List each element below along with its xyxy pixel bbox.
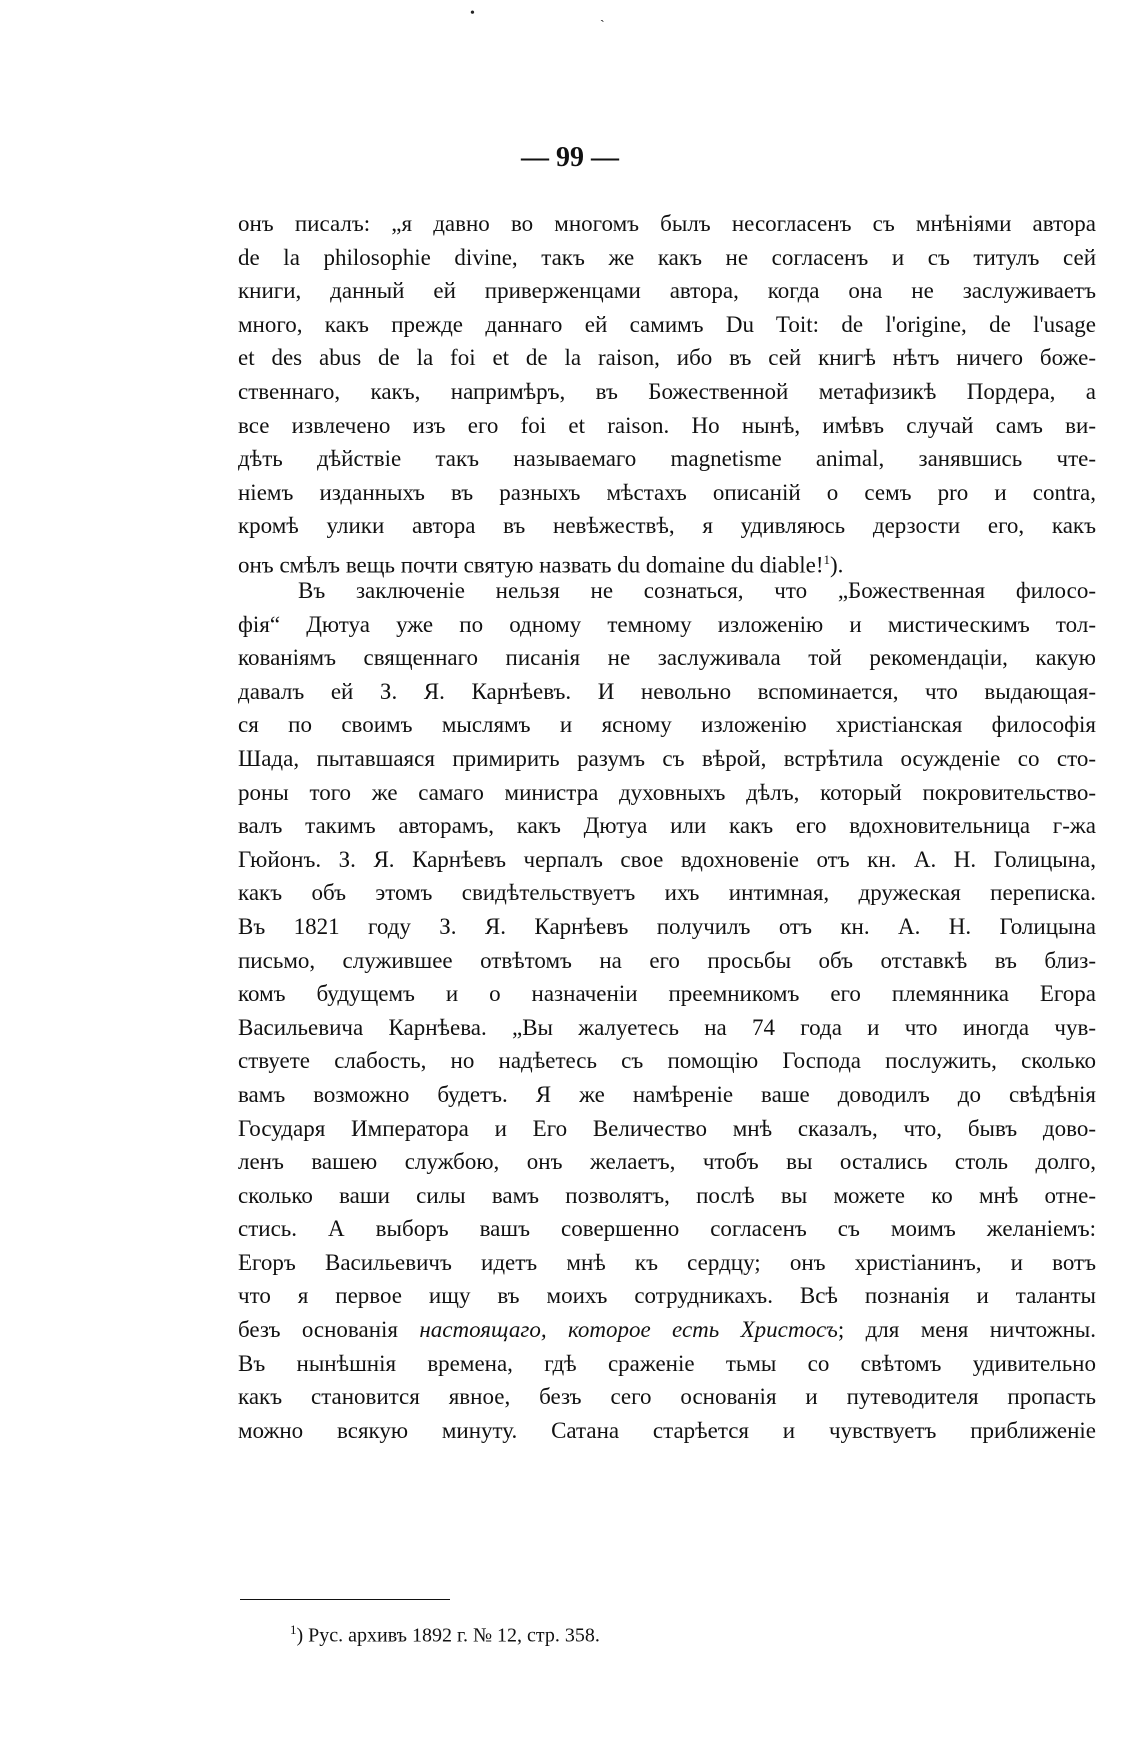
text-segment: безъ основанія — [238, 1317, 420, 1343]
text-line: ленъ вашею службою, онъ желаетъ, чтобъ вы остались столь долго, — [238, 1149, 1096, 1175]
text-line: Въ заключеніе нельзя не сознаться, что „Божественная филосо- — [298, 578, 1096, 603]
text-line: можно всякую минуту. Сатана старѣется и чувствуетъ приближеніе — [238, 1417, 1096, 1443]
text-line: онъ писалъ: „я давно во многомъ былъ несогласенъ съ мнѣніями автора — [238, 211, 1096, 236]
text-line: давалъ ей З. Я. Карнѣевъ. И невольно вспоминается, что выдающая- — [238, 678, 1096, 704]
text-line: Гюйонъ. З. Я. Карнѣевъ черпалъ свое вдохновеніе отъ кн. А. Н. Голицына, — [238, 846, 1096, 872]
footnote — [290, 1622, 600, 1648]
text-line: комъ будущемъ и о назначеніи преемникомъ его племянника Егора — [238, 981, 1096, 1007]
text-line-body: онъ смѣлъ вещь почти святую назвать du domaine du diable! — [238, 552, 824, 578]
text-line-with-italic — [238, 1313, 1096, 1347]
text-line: кромѣ улики автора въ невѣжествѣ, я удивляюсь дерзости его, какъ — [238, 513, 1096, 539]
footnote-text: ) Рус. архивъ 1892 г. № 12, стр. 358. — [296, 1624, 600, 1647]
text-line: какъ объ этомъ свидѣтельствуетъ ихъ интимная, дружеская переписка. — [238, 880, 1096, 906]
paragraph-2 — [238, 574, 1096, 1447]
text-line: книги, данный ей приверженцами автора, когда она не заслуживаетъ — [238, 278, 1096, 304]
text-line: Егоръ Васильевичъ идетъ мнѣ къ сердцу; онъ христіанинъ, и вотъ — [238, 1249, 1096, 1275]
text-line: фія“ Дютуа уже по одному темному изложенію и мистическимъ тол- — [238, 611, 1096, 637]
text-line: все извлечено изъ его foi et raison. Но нынѣ, имѣвъ случай самъ ви- — [238, 412, 1096, 438]
text-line: et des abus de la foi et de la raison, ибо въ сей книгѣ нѣтъ ничего боже- — [238, 345, 1096, 371]
text-line: роны того же самаго министра духовныхъ дѣлъ, который покровительство- — [238, 779, 1096, 805]
text-line: Государя Императора и Его Величество мнѣ сказалъ, что, бывъ дово- — [238, 1115, 1096, 1141]
text-line: сколько ваши силы вамъ позволятъ, послѣ вы можете ко мнѣ отне- — [238, 1182, 1096, 1208]
text-segment: ; для меня ничтожны. — [837, 1317, 1096, 1343]
italic-quote: настоящаго, которое есть Христосъ — [419, 1317, 838, 1343]
text-line: много, какъ прежде даннаго ей самимъ Du Toit: de l'origine, de l'usage — [238, 311, 1096, 337]
text-line: какъ становится явное, безъ сего основанія и путеводителя пропасть — [238, 1384, 1096, 1410]
text-line-end: ). — [830, 552, 844, 578]
page-number: — 99 — — [521, 142, 619, 173]
text-line: кованіямъ священнаго писанія не заслуживала той рекомендаціи, какую — [238, 645, 1096, 671]
text-line: стись. А выборъ вашъ совершенно согласенъ съ моимъ желаніемъ: — [238, 1216, 1096, 1242]
text-line: Въ нынѣшнія времена, гдѣ сраженіе тьмы со свѣтомъ удивительно — [238, 1350, 1096, 1376]
footnote-reference: 1 — [823, 551, 830, 567]
footnote-divider — [240, 1599, 450, 1600]
text-line: ствуете слабость, но надѣетесь съ помощію Господа послужить, сколько — [238, 1048, 1096, 1074]
text-line: ственнаго, какъ, напримѣръ, въ Божественной метафизикѣ Пордера, а — [238, 378, 1096, 404]
text-line: вамъ возможно будетъ. Я же намѣреніе ваше доводилъ до свѣдѣнія — [238, 1081, 1096, 1107]
text-line: ся по своимъ мыслямъ и ясному изложенію христіанская философія — [238, 712, 1096, 738]
footnote-marker: 1 — [290, 1622, 297, 1637]
ink-tick-mark: ˏ — [600, 8, 605, 23]
text-line: валъ такимъ авторамъ, какъ Дютуа или какъ его вдохновительница г-жа — [238, 813, 1096, 839]
text-line: Въ 1821 году З. Я. Карнѣевъ получилъ отъ кн. А. Н. Голицына — [238, 913, 1096, 939]
text-line: письмо, служившее отвѣтомъ на его просьбы объ отставкѣ въ близ- — [238, 947, 1096, 973]
text-line: Васильевича Карнѣева. „Вы жалуетесь на 74 года и что иногда чув- — [238, 1014, 1096, 1040]
paragraph-1 — [238, 207, 1096, 582]
text-line: de la philosophie divine, такъ же какъ не согласенъ и съ титулъ сей — [238, 244, 1096, 270]
ink-dot-mark: • — [470, 6, 475, 21]
text-line: Шада, пытавшаяся примирить разумъ съ вѣрой, встрѣтила осужденіе со сто- — [238, 745, 1096, 771]
text-line: ніемъ изданныхъ въ разныхъ мѣстахъ описаній о семъ pro и contra, — [238, 479, 1096, 505]
text-line: дѣть дѣйствіе такъ называемаго magnetisme animal, занявшись чте- — [238, 446, 1096, 472]
text-line: что я первое ищу въ моихъ сотрудникахъ. Всѣ познанія и таланты — [238, 1283, 1096, 1309]
